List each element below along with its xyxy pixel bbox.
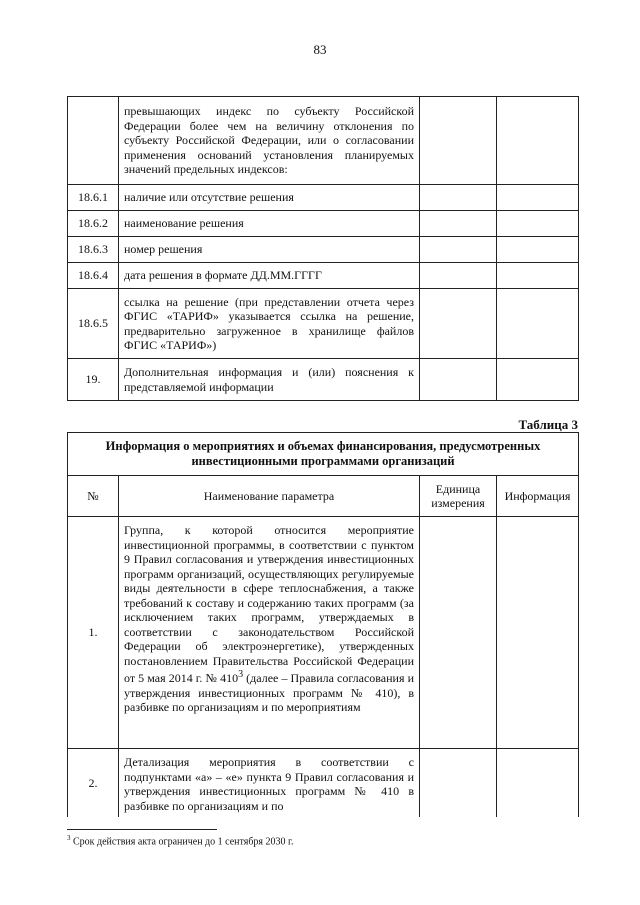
row-number: 1. [68,517,119,749]
info-cell [497,289,579,359]
unit-cell [420,211,497,237]
table-row [68,263,579,289]
table-row [68,97,579,185]
previous-table-continuation [67,96,579,401]
info-cell [497,97,579,185]
table-row [68,185,579,211]
row-text: дата решения в формате ДД.ММ.ГГГГ [119,263,420,289]
table-row [68,517,579,749]
row-number [68,97,119,185]
header-parameter: Наименование параметра [119,476,420,517]
unit-cell [420,185,497,211]
header-info: Информация [497,476,579,517]
row-number: 2. [68,749,119,817]
info-cell [497,211,579,237]
table-caption: Информация о мероприятиях и объемах финансирования, предусмотренных инвестиционными программами организаций [68,433,579,476]
unit-cell [420,359,497,401]
info-cell [497,237,579,263]
header-number: № [68,476,119,517]
header-unit: Единица измерения [420,476,497,517]
table-caption-row [68,433,579,476]
table-row [68,749,579,817]
info-cell [497,517,579,749]
footnote-text: Срок действия акта ограничен до 1 сентября 2030 г. [70,836,294,848]
row-text: Детализация мероприятия в соответствии с подпунктами «а» – «е» пункта 9 Правил согласования и утверждения инвестиционных программ № 410 в разбивке по организациям и по [119,749,420,817]
footnote-marker: 3 [67,834,71,842]
row-text-main: Группа, к которой относится мероприятие инвестиционной программы, в соответствии с пунктом 9 Правил согласования и утверждения инвестиционных программ организаций, осуществляющих регулируемые виды деятельности в сфере теплоснабжения, а также требований к составу и содержанию таких программ (за исключением таких программ, утверждаемых в соответствии с законодательством Российской Федерации об электроэнергетике), утвержденных постановлением Правительства Российской Федерации от 5 мая 2014 г. № 410 [124,523,414,685]
info-cell [497,749,579,817]
table-label: Таблица 3 [518,417,578,432]
table-row [68,359,579,401]
row-text: наименование решения [119,211,420,237]
unit-cell [420,289,497,359]
row-number: 19. [68,359,119,401]
row-number: 18.6.2 [68,211,119,237]
table-header-row [68,476,579,517]
table-3 [67,432,579,817]
row-text-rest: (далее – Правила согласования и утверждения инвестиционных программ № 410), в разбивке по организациям и по мероприятиям [124,671,415,714]
row-number: 18.6.4 [68,263,119,289]
unit-cell [420,517,497,749]
footnote [67,834,293,847]
unit-cell [420,237,497,263]
unit-cell [420,749,497,817]
unit-cell [420,263,497,289]
row-number: 18.6.3 [68,237,119,263]
row-text: наличие или отсутствие решения [119,185,420,211]
page-number: 83 [313,42,327,57]
footnote-ref: 3 [238,669,244,680]
info-cell [497,359,579,401]
row-number: 18.6.5 [68,289,119,359]
row-text [119,517,420,749]
info-cell [497,185,579,211]
row-number: 18.6.1 [68,185,119,211]
row-text: Дополнительная информация и (или) пояснения к представляемой информации [119,359,420,401]
row-text: ссылка на решение (при представлении отчета через ФГИС «ТАРИФ» указывается ссылка на решение, предварительно загруженное в хранилище файлов ФГИС «ТАРИФ») [119,289,420,359]
unit-cell [420,97,497,185]
table-row [68,289,579,359]
row-text: номер решения [119,237,420,263]
footnote-divider [67,829,217,830]
row-text: превышающих индекс по субъекту Российской Федерации более чем на величину отклонения по субъекту Российской Федерации, или о согласовании применения оснований установления планируемых значений предельных индексов: [119,97,420,185]
info-cell [497,263,579,289]
table-row [68,211,579,237]
table-row [68,237,579,263]
